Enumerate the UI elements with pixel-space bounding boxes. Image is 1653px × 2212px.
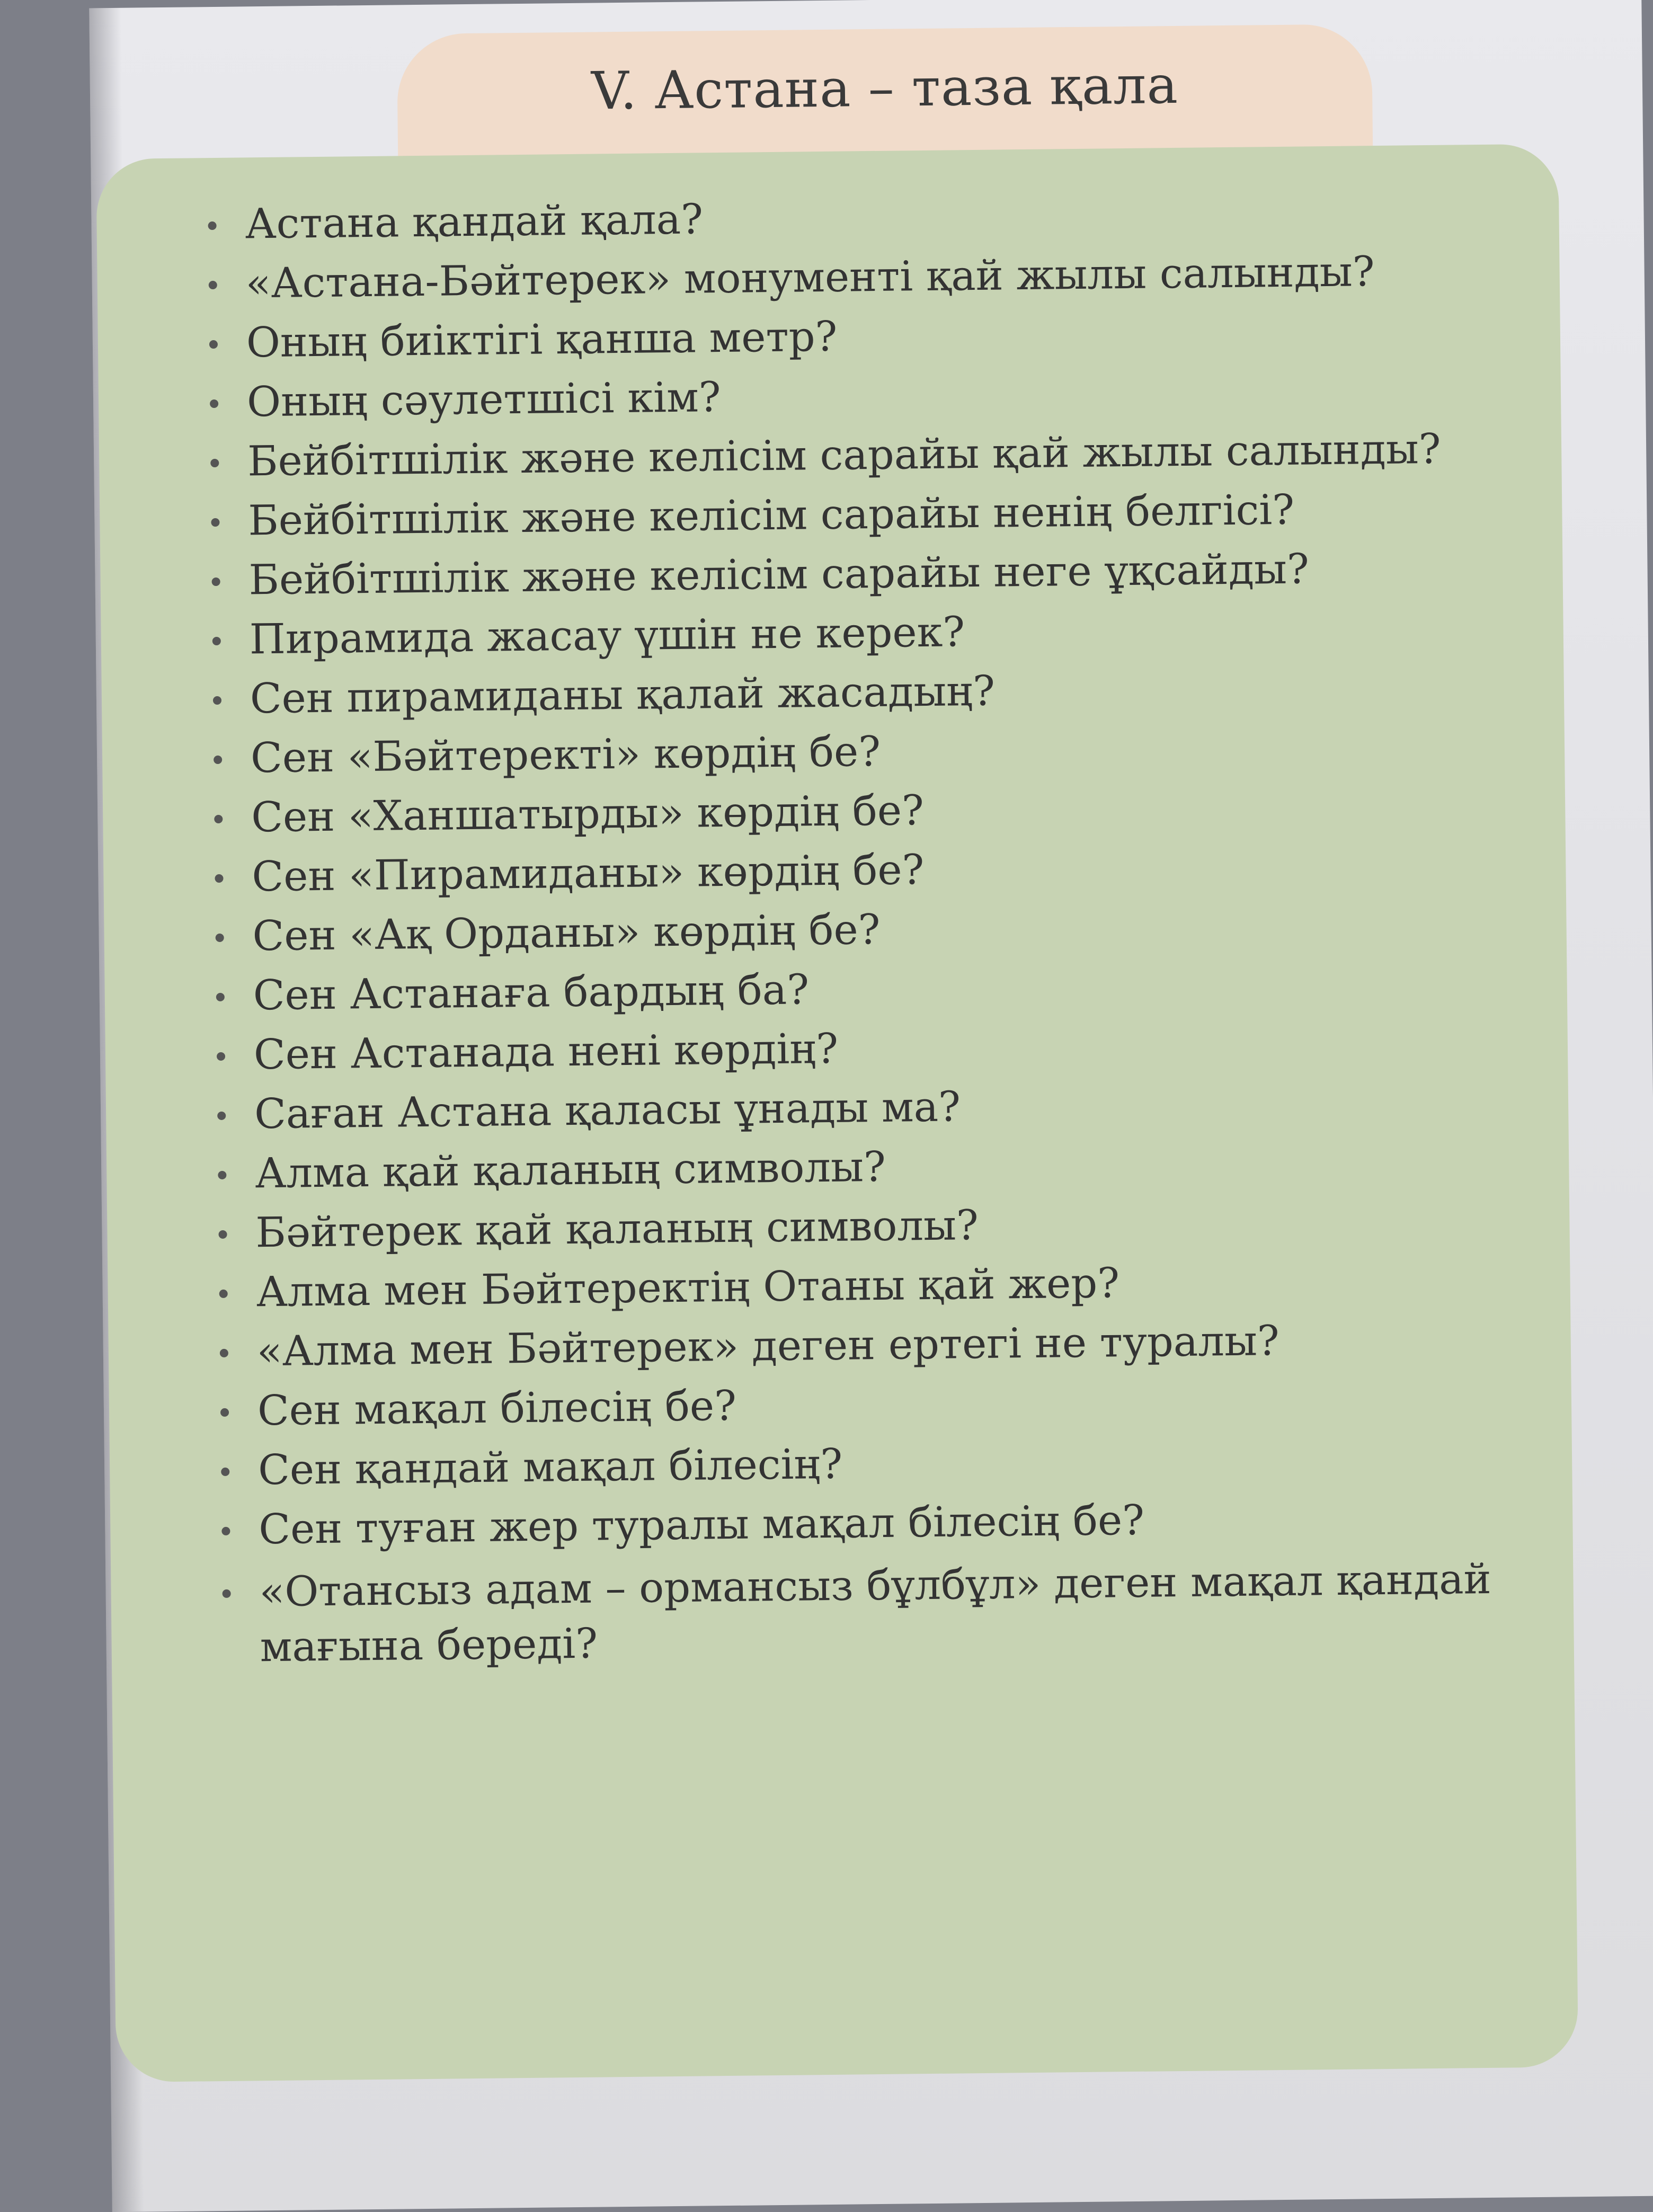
question-item: Пирамида жасау үшін не керек? [212,597,1537,670]
question-item: Бейбітшілік және келісім сарайы ненің белгісі? [211,478,1536,551]
question-item: Оның сәулетшісі кім? [210,359,1535,432]
question-item: Сен пирамиданы қалай жасадың? [212,656,1538,729]
question-list [208,181,1548,1675]
question-item: Сен туған жер туралы мақал білесің бе? [221,1487,1547,1560]
question-item: «Астана-Бәйтерек» монументі қай жылы салынды? [208,241,1533,314]
question-item: Сен Астанада нені көрдің? [216,1012,1541,1085]
question-item: Бейбітшілік және келісім сарайы неге ұқсайды? [211,537,1536,610]
question-item: Сен Астанаға бардың ба? [216,953,1541,1026]
question-item: Сен «Ақ Орданы» көрдің бе? [215,893,1540,966]
question-item: Бейбітшілік және келісім сарайы қай жылы салынды? [210,419,1535,492]
section-title: V. Астана – таза қала [591,55,1179,122]
question-item: Алма мен Бәйтеректің Отаны қай жер? [219,1249,1544,1322]
questions-panel [96,144,1578,2082]
question-item: Алма қай қаланың символы? [218,1131,1543,1204]
question-item: «Отансыз адам – ормансыз бұлбұл» деген мақал қандай мағына береді? [222,1551,1548,1675]
question-item: Сен мақал білесің бе? [220,1368,1545,1441]
question-item: Оның биіктігі қанша метр? [209,300,1534,373]
question-item: Астана қандай қала? [208,181,1533,254]
question-item: Сен «Ханшатырды» көрдің бе? [214,775,1539,848]
question-item: Сен «Пирамиданы» көрдің бе? [215,834,1540,907]
question-item: «Алма мен Бәйтерек» деген ертегі не туралы? [219,1309,1544,1382]
question-item: Бәйтерек қай қаланың символы? [218,1190,1543,1263]
question-item: Сен «Бәйтеректі» көрдің бе? [214,715,1539,788]
question-item: Саған Астана қаласы ұнады ма? [217,1071,1542,1144]
textbook-page [89,0,1653,2212]
question-item: Сен қандай мақал білесің? [221,1427,1546,1500]
